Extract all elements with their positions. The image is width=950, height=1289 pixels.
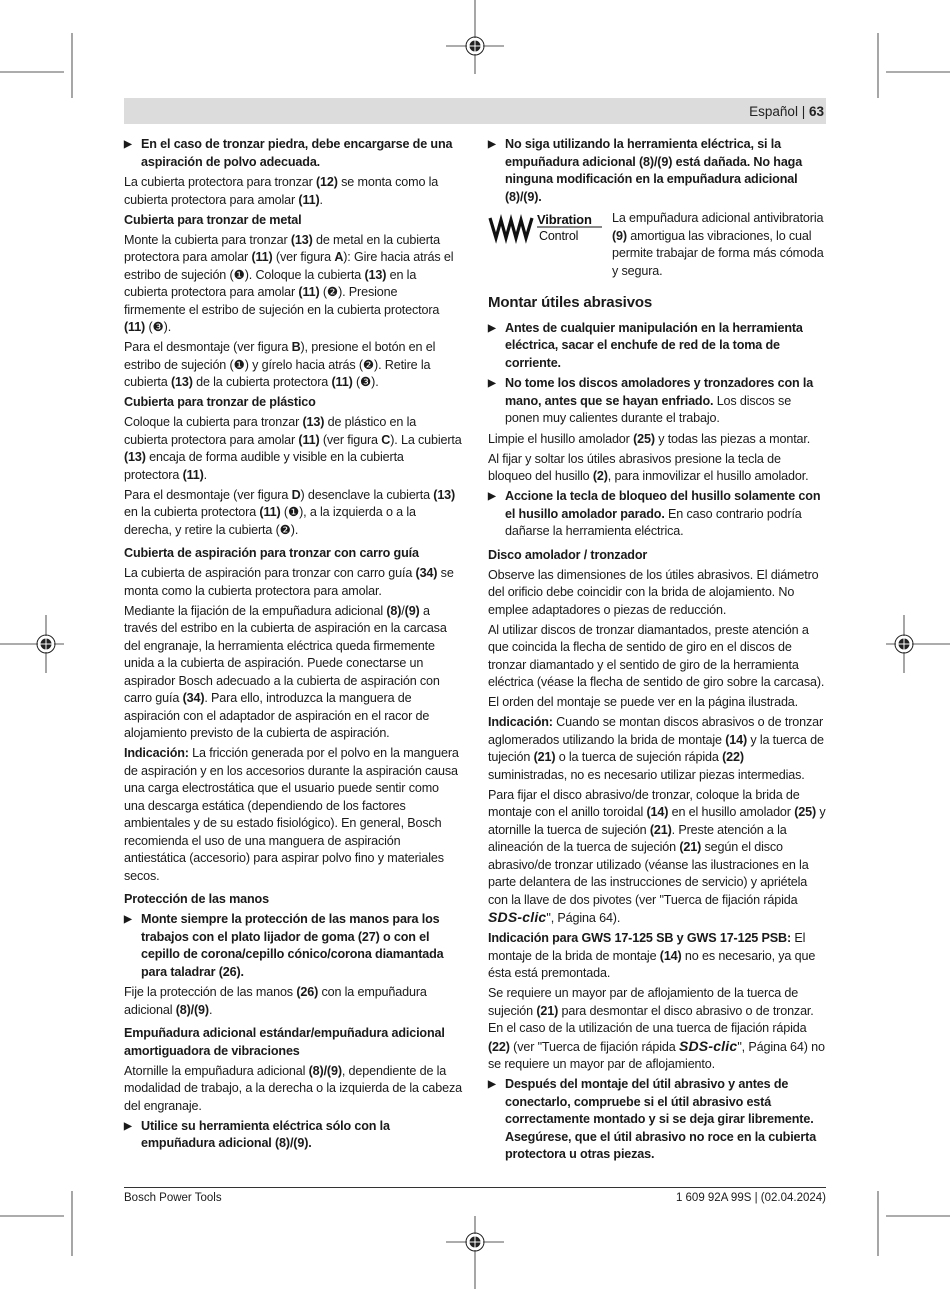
heading-grinding-disc: Disco amolador / tronzador bbox=[488, 547, 648, 562]
footer-doc-number: 1 609 92A 99S | (02.04.2024) bbox=[675, 1192, 826, 1204]
paragraph: Fije la protección de las manos (26) con la empuñadura adicional (8)/(9). bbox=[124, 985, 427, 1017]
header-language: Español bbox=[749, 104, 798, 119]
warning-check-mounting: ▶ Después del montaje del útil abrasivo y antes de conectarlo, compruebe si el útil abrasivo está correctamente montado y si se deja girar libremente. Asegúrese, que el útil abrasivo no roce en la cubierta protectora u otras piezas. bbox=[488, 1076, 826, 1164]
page-number: 63 bbox=[808, 104, 824, 119]
paragraph: Al utilizar discos de tronzar diamantados, preste atención a que coincida la flecha de sentido de giro en el discos de tronzar diamantado y el sentido de giro de la herramienta eléctrica (véase la flecha de sentido de giro sobre la carcasa). bbox=[488, 622, 825, 689]
paragraph: La cubierta de aspiración para tronzar con carro guía (34) se monta como la cubierta protectora para amolar. bbox=[124, 566, 454, 598]
left-column bbox=[124, 136, 462, 1156]
vibration-logo-line2: Control bbox=[539, 229, 579, 243]
warning-hot-discs: ▶ No tome los discos amoladores y tronzadores con la mano, antes que se hayan enfriado. Los discos se ponen muy calientes durante el trabajo. bbox=[488, 375, 826, 428]
vibration-control-block bbox=[488, 210, 826, 280]
paragraph: Para el desmontaje (ver figura D) desenclave la cubierta (13) en la cubierta protectora (11) (❶), a la izquierda o a la derecha, y retire la cubierta (❷). bbox=[124, 487, 456, 537]
paragraph: Indicación para GWS 17-125 SB y GWS 17-125 PSB: El montaje de la brida de montaje (14) no es necesario, ya que ésta está premontada. bbox=[488, 931, 816, 980]
footer-rule bbox=[124, 1187, 826, 1188]
registration-mark-left bbox=[37, 635, 55, 653]
sds-clic-logo: SDS-clic bbox=[678, 1037, 738, 1054]
paragraph: Atornille la empuñadura adicional (8)/(9), dependiente de la modalidad de trabajo, a la derecha o la izquierda de la cabeza del engranaje. bbox=[124, 1063, 462, 1113]
paragraph: La cubierta protectora para tronzar (12) se monta como la cubierta protectora para amolar (11). bbox=[124, 175, 439, 207]
paragraph: Para el desmontaje (ver figura B), presione el botón en el estribo de sujeción (❶) y gírelo hacia atrás (❷). Retire la cubierta (13) de la cubierta protectora (11) (❸). bbox=[124, 340, 436, 389]
warning-hand-guard: ▶ Monte siempre la protección de las manos para los trabajos con el plato lijador de goma (27) o con el cepillo de corona/cepillo cónico/corona diamantada para taladrar (26). bbox=[124, 911, 462, 981]
registration-mark-bottom bbox=[466, 1233, 484, 1251]
paragraph: Coloque la cubierta para tronzar (13) de plástico en la cubierta protectora para amolar (11) (ver figura C). La cubierta (13) encaja de forma audible y visible en la cubierta protectora (11). bbox=[124, 415, 462, 482]
warning-spindle-lock: ▶ Accione la tecla de bloqueo del husillo solamente con el husillo amolador parado. En caso contrario podría dañarse la herramienta eléctrica. bbox=[488, 488, 826, 541]
right-column bbox=[488, 136, 826, 1167]
paragraph: Indicación: La fricción generada por el polvo en la manguera de aspiración y en los accesorios durante la aspiración causa una carga electrostática que el usuario puede sentir como una descarga estática (dependiendo de los factores ambientales y de su estado fisiológico). En general, Bosch recomienda el uso de una manguera de aspiración antiestática (accesorio) para aspirar polvo fino y materiales secos. bbox=[124, 746, 459, 883]
warning-unplug: ▶ Antes de cualquier manipulación en la herramienta eléctrica, sacar el enchufe de red de la toma de corriente. bbox=[488, 320, 826, 373]
heading-aux-handle: Empuñadura adicional estándar/empuñadura adicional amortiguadora de vibraciones bbox=[124, 1026, 445, 1058]
heading-hand-guard: Protección de las manos bbox=[124, 892, 269, 906]
warning-damaged-handle: ▶ No siga utilizando la herramienta eléctrica, si la empuñadura adicional (8)/(9) está dañada. No haga ninguna modificación en la empuñadura adicional (8)/(9). bbox=[488, 136, 826, 206]
vibration-text: La empuñadura adicional antivibratoria (9) amortigua las vibraciones, lo cual permite trabajar de forma más cómoda y segura. bbox=[612, 211, 824, 278]
section-title-mounting: Montar útiles abrasivos bbox=[488, 294, 653, 311]
heading-metal-cover: Cubierta para tronzar de metal bbox=[124, 212, 302, 227]
paragraph: Se requiere un mayor par de aflojamiento de la tuerca de sujeción (21) para desmontar el disco abrasivo o de tronzar. En el caso de la utilización de una tuerca de fijación rápida (22) (ver "Tuerca de fijación rápida SDS-clic", Página 64) no se requiere un mayor par de aflojamiento. bbox=[488, 986, 825, 1071]
paragraph: Mediante la fijación de la empuñadura adicional (8)/(9) a través del estribo en la cubierta de aspiración en la carcasa del engranaje, la herramienta eléctrica queda firmemente unida a la cubierta de aspiración. Puede conectarse un aspirador Bosch adecuado a la cubierta de aspiración con carro guía (34). Para ello, introduzca la manguera de aspiración con el adaptador de aspiración en el racor de alojamiento previsto de la cubierta de aspiración. bbox=[124, 603, 447, 740]
footer-brand: Bosch Power Tools bbox=[124, 1192, 222, 1204]
page-header: Español | 63 bbox=[749, 104, 824, 119]
heading-plastic-cover: Cubierta para tronzar de plástico bbox=[124, 395, 316, 409]
paragraph: Al fijar y soltar los útiles abrasivos presione la tecla de bloqueo del husillo (2), para inmovilizar el husillo amolador. bbox=[488, 451, 809, 483]
warning-stone-cutting: ▶ En el caso de tronzar piedra, debe encargarse de una aspiración de polvo adecuada. bbox=[124, 136, 462, 171]
sds-clic-logo: SDS-clic bbox=[488, 909, 547, 925]
warning-aux-handle: ▶ Utilice su herramienta eléctrica sólo con la empuñadura adicional (8)/(9). bbox=[124, 1118, 462, 1153]
vibration-logo-line1: Vibration bbox=[537, 212, 592, 227]
paragraph: Observe las dimensiones de los útiles abrasivos. El diámetro del orificio debe coincidir con la brida de alojamiento. No emplee adaptadores o piezas de reducción. bbox=[488, 567, 819, 617]
paragraph: El orden del montaje se puede ver en la página ilustrada. bbox=[488, 695, 799, 709]
paragraph: Para fijar el disco abrasivo/de tronzar, coloque la brida de montaje con el anillo toroidal (14) en el husillo amolador (25) y atornille la tuerca de sujeción (21). Preste atención a la alineación de la tuerca de sujeción (21) según el disco abrasivo/de tronzar utilizado (véanse las ilustraciones en la parte delantera de las instrucciones de servicio) y apriétela con la llave de dos pivotes (ver "Tuerca de fijación rápida SDS-clic", Página 64). bbox=[488, 787, 826, 925]
heading-extraction-cover: Cubierta de aspiración para tronzar con carro guía bbox=[124, 546, 419, 560]
registration-mark-top bbox=[466, 37, 484, 55]
vibration-control-logo bbox=[488, 210, 602, 244]
paragraph: Indicación: Cuando se montan discos abrasivos o de tronzar aglomerados utilizando la brida de montaje (14) y la tuerca de tujeción (21) o la tuerca de sujeción rápida (22) suministradas, no es necesario utilizar piezas intermedias. bbox=[488, 715, 824, 782]
header-band bbox=[124, 98, 826, 124]
paragraph: Monte la cubierta para tronzar (13) de metal en la cubierta protectora para amolar (11) (ver figura A): Gire hacia atrás el estribo de sujeción (❶). Coloque la cubierta (13) en la cubierta protectora para amolar (11) (❷). Presione firmemente el estribo de sujeción en la cubierta protectora (11) (❸). bbox=[124, 232, 454, 334]
registration-mark-right bbox=[895, 635, 913, 653]
paragraph: Limpie el husillo amolador (25) y todas las piezas a montar. bbox=[488, 431, 811, 446]
